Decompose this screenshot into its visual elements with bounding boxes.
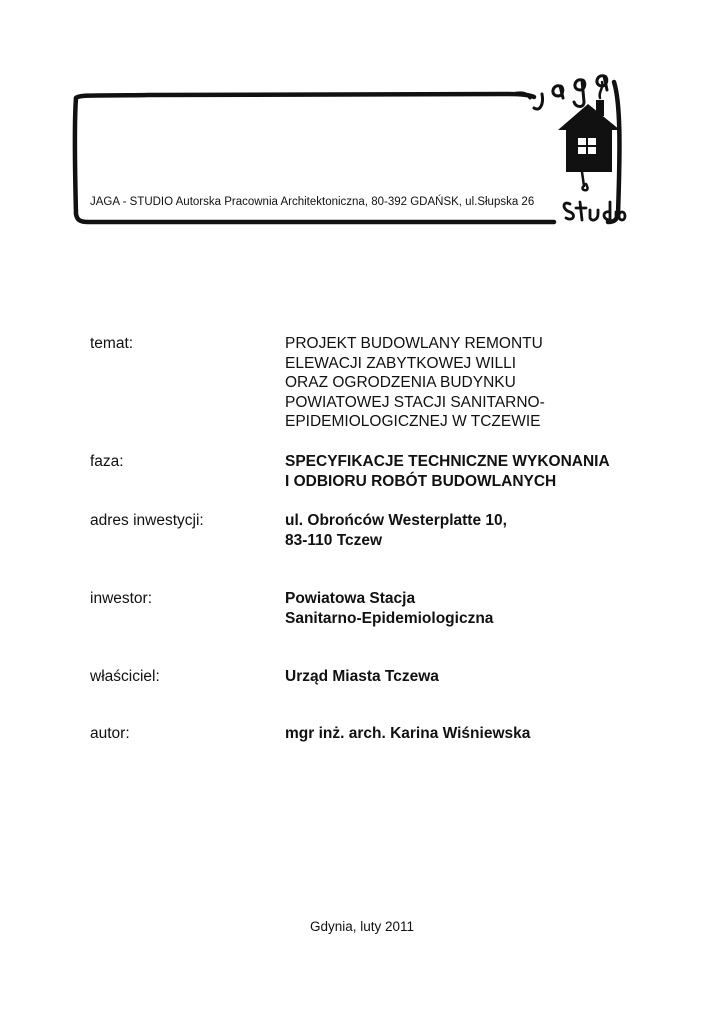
address-line: ul. Obrońców Westerplatte 10, — [285, 512, 507, 529]
header-frame — [68, 64, 628, 234]
owner-label: właściciel: — [90, 668, 160, 685]
phase-line: SPECYFIKACJE TECHNICZNE WYKONANIA — [285, 453, 610, 470]
jaga-studio-logo — [508, 64, 628, 234]
phase-label: faza: — [90, 453, 124, 470]
topic-line: ELEWACJI ZABYTKOWEJ WILLI — [285, 354, 517, 372]
firm-name: JAGA - STUDIO Autorska Pracownia Architektoniczna, 80-392 GDAŃSK, ul.Słupska 26 — [90, 196, 535, 208]
investor-label: inwestor: — [90, 590, 153, 607]
topic-value — [285, 334, 545, 432]
investor-line: Sanitarno-Epidemiologiczna — [285, 609, 494, 627]
address-line: 83-110 Tczew — [285, 531, 383, 549]
author-label: autor: — [90, 725, 130, 742]
topic-label: temat: — [90, 335, 134, 352]
phase-line: I ODBIORU ROBÓT BUDOWLANYCH — [285, 472, 557, 490]
owner-value: Urząd Miasta Tczewa — [285, 668, 439, 685]
topic-line: POWIATOWEJ STACJI SANITARNO- — [285, 393, 545, 411]
place-date: Gdynia, luty 2011 — [309, 919, 415, 934]
topic-line: ORAZ OGRODZENIA BUDYNKU — [285, 374, 516, 391]
topic-line: PROJEKT BUDOWLANY REMONTU — [285, 335, 543, 352]
phase-value — [285, 452, 610, 491]
address-label: adres inwestycji: — [90, 512, 204, 529]
topic-line: EPIDEMIOLOGICZNEJ W TCZEWIE — [285, 413, 541, 430]
investor-value — [285, 589, 493, 628]
author-value: mgr inż. arch. Karina Wiśniewska — [285, 725, 531, 742]
address-value — [285, 511, 507, 550]
investor-line: Powiatowa Stacja — [285, 590, 416, 607]
